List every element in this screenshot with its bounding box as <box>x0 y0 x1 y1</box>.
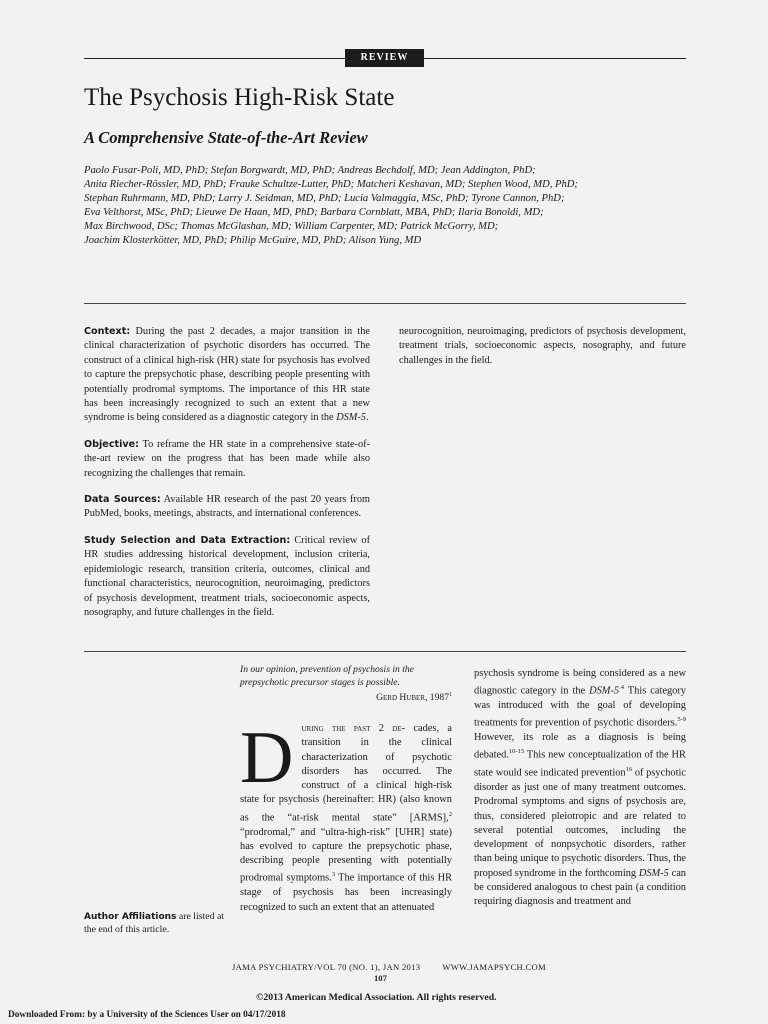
abstract-bottom-rule <box>84 651 686 652</box>
epigraph <box>240 664 452 705</box>
author-line: Anita Riecher-Rössler, MD, PhD; Frauke Schultze-Lutter, PhD; Matcheri Keshavan, MD; Stephen Wood, MD, PhD; <box>84 178 578 190</box>
objective-heading: Objective: <box>84 438 139 450</box>
author-line: Joachim Klosterkötter, MD, PhD; Philip McGuire, MD, PhD; Alison Yung, MD <box>84 234 422 246</box>
body-left-column: During the past 2 de- cades, a transition in the clinical characterization of psychotic disorders has occurred. The construct of a clinical high-risk state for psychosis (hereinafter: HR) (also known as the “at-risk mental state” [ARMS],$^2$ “prodromal,” and “ultra-high-risk” [UHR] state) has evolved to capture the prepsychotic phase, describing people presenting with potentially prodromal symptoms.$^3$ The importance of this HR stage of psychosis has been increasingly recognized to such an extent that an attenuated <box>240 717 452 913</box>
page-number: 107 <box>374 973 387 983</box>
journal-website: WWW.JAMAPSYCH.COM <box>442 962 546 972</box>
section-tag: REVIEW <box>345 49 424 67</box>
abstract-selection-continued: neurocognition, neuroimaging, predictors of psychosis development, treatment trials, socioeconomic aspects, nosography, and future challenges in the field. <box>399 326 686 366</box>
abstract-left-column <box>84 325 370 632</box>
context-heading: Context: <box>84 326 131 337</box>
author-line: Stephan Ruhrmann, MD, PhD; Larry J. Seidman, MD, PhD; Lucia Valmaggia, MSc, PhD; Tyrone Cannon, PhD; <box>84 192 565 204</box>
affiliations-heading: Author Affiliations <box>84 912 177 922</box>
abstract-top-rule <box>84 303 686 304</box>
epigraph-quote: In our opinion, prevention of psychosis in the prepsychotic precursor stages is possible. <box>240 664 414 688</box>
body-right-column: psychosis syndrome is being considered as a new diagnostic category in the DSM-$5^{.4}$ This category was introduced with the goal of developing treatments for prevention of psychotic disorders.$^{5-9}$ However, its role as a diagnosis is being debated.$^{10-15}$ This new conceptualization of the HR state would see indicated prevention$^{16}$ of psychotic disorder as just one of many treatment outcomes. Prodromal symptoms and signs of psychosis are, thus, considered pleiotropic and are related to several potential outcomes, including the development of nonpsychotic disorders, rather than being unique to psychotic disorders. Thus, the proposed syndrome in the forthcoming DSM-5 can be considered analogous to chest pain (a condition requiring diagnosis and treatment and <box>474 668 686 908</box>
copyright-notice: ©2013 American Medical Association. All rights reserved. <box>256 992 497 1003</box>
author-line: Eva Velthorst, MSc, PhD; Lieuwe De Haan, MD, PhD; Barbara Cornblatt, MBA, PhD; Ilaria Bonoldi, MD; <box>84 206 544 218</box>
abstract-data-sources: Data Sources: Available HR research of the past 20 years from PubMed, books, meetings, abstracts, and international conferences. <box>84 494 370 520</box>
abstract-study-selection: Study Selection and Data Extraction: Critical review of HR studies addressing historical development, inclusion criteria, epidemiologic research, transition criteria, outcomes, clinical and functional characteristics, neurocognition, neuroimaging, predictors of psychosis development, treatment trials, socioeconomic aspects, nosography, and future challenges in the field. <box>84 534 371 618</box>
author-line: Max Birchwood, DSc; Thomas McGlashan, MD; William Carpenter, MD; Patrick McGorry, MD; <box>84 220 499 232</box>
article-subtitle: A Comprehensive State-of-the-Art Review <box>84 128 368 147</box>
running-footer <box>232 962 568 972</box>
epigraph-attribution: Gerd Huber, 1987$^1$ <box>376 692 452 704</box>
abstract-context: Context: During the past 2 decades, a major transition in the clinical characterization of psychotic disorders has occurred. The construct of a clinical high-risk (HR) state for psychosis has evolved to capture the prepsychotic phase, describing people presenting with potentially prodromal symptoms. The importance of this HR state has been increasingly recognized to such an extent that a new syndrome is being considered as a diagnostic category in the DSM-5. <box>84 326 370 424</box>
author-list <box>84 164 684 247</box>
author-affiliations-note: Author Affiliations are listed at the end of this article. <box>84 911 225 935</box>
study-selection-heading: Study Selection and Data Extraction: <box>84 534 291 546</box>
author-line: Paolo Fusar-Poli, MD, PhD; Stefan Borgwardt, MD, PhD; Andreas Bechdolf, MD; Jean Addington, PhD; <box>84 165 536 176</box>
abstract-right-column-content <box>399 325 686 380</box>
abstract-objective: Objective: To reframe the HR state in a comprehensive state-of-the-art review on the progress that has been made while also recognizing the challenges that remain. <box>84 438 370 479</box>
journal-issue: JAMA PSYCHIATRY/VOL 70 (NO. 1), JAN 2013 <box>232 962 421 972</box>
drop-cap: D <box>240 717 294 799</box>
article-title: The Psychosis High-Risk State <box>84 84 395 111</box>
data-sources-heading: Data Sources: <box>84 494 161 506</box>
download-stamp: Downloaded From: by a University of the Sciences User on 04/17/2018 <box>8 1010 286 1020</box>
